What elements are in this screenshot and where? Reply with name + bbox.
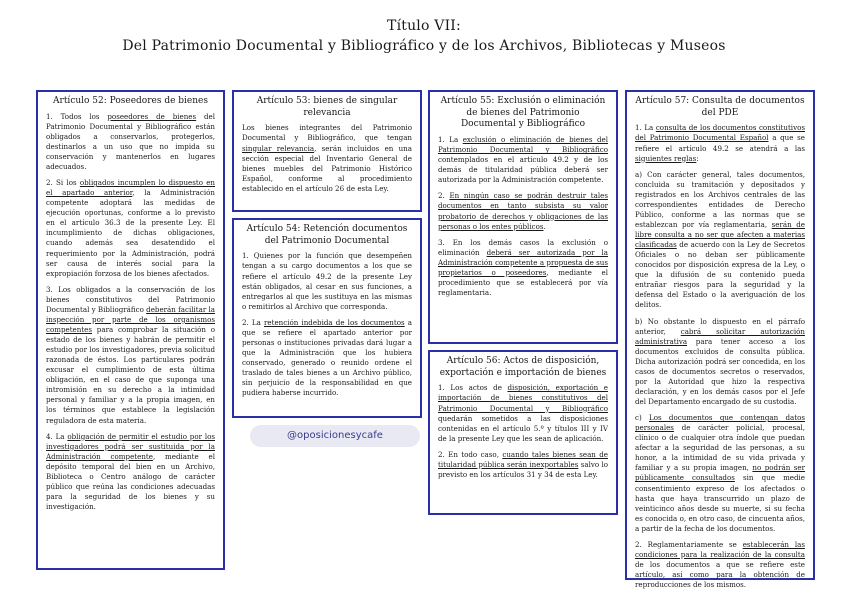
article-53-paragraph-1: Los bienes integrantes del Patrimonio Documental y Bibliográfico, que tengan singular relevancia, serán incluidos en una sección especial del Inventario General de bienes muebles del Patrimonio Histórico Español, conforme al procedimiento establecido en el artículo 26 de esta Ley. [242,123,412,193]
social-handle: @oposicionesycafe [250,425,420,447]
article-52-paragraph-4: 4. La obligación de permitir el estudio por los investigadores podrá ser sustituida por la Administración competente, mediante el depósito temporal del bien en un Archivo, Biblioteca o Centro análogo de carácter público que reúna las condiciones adecuadas para la seguridad de los bienes y su investigación. [46,431,215,511]
article-55-heading: Artículo 55: Exclusión o eliminación de bienes del Patrimonio Documental y Bibliográfico [440,96,606,130]
article-57-paragraph-a: a) Con carácter general, tales documentos, concluida su tramitación y depositados y registrados en los Archivos centrales de las correspondientes entidades de Derecho Público, conforme a las normas que se establezcan por vía reglamentaria, serán de libre consulta a no ser que afecten a materias clasificadas de acuerdo con la Ley de Secretos Oficiales o no deban ser públicamente conocidos por disposición expresa de la Ley, o que la difusión de su contenido pueda entrañar riesgos para la seguridad y la defensa del Estado o la averiguación de los delitos. [635,169,805,310]
article-56-paragraph-1: 1. Los actos de disposición, exportación e importación de bienes constitutivos del Patrimonio Documental y Bibliográfico quedarán sometidos a las disposiciones contenidas en el artículo 5.º y títulos III y IV de la presente Ley que les sean de aplicación. [438,383,608,443]
article-52-box [36,90,225,570]
article-56-heading: Artículo 56: Actos de disposición, exportación e importación de bienes [439,356,607,378]
article-55-box [428,90,618,344]
article-53-box [232,90,422,212]
article-52-heading: Artículo 52: Poseedores de bienes [53,96,208,106]
article-54-box [232,218,422,418]
article-57-paragraph-c: c) Los documentos que contengan datos personales de carácter policial, procesal, clínico o de cualquier otra índole que puedan afectar a la seguridad de las personas, a su honor, a la intimidad de su vida privada y familiar y a su propia imagen, no podrán ser públicamente consultados sin que medie consentimiento expreso de los afectados o hasta que haya transcurrido un plazo de veinticinco años desde su muerte, si su fecha es conocida o, en otro caso, de cincuenta años, a partir de la fecha de los documentos. [635,413,806,533]
article-55-paragraph-1: 1. La exclusión o eliminación de bienes del Patrimonio Documental y Bibliográfico contemplados en el artículo 49.2 y de los demás de titularidad pública deberá ser autorizada por la Administración competente. [438,135,609,185]
article-55-paragraph-3: 3. En los demás casos la exclusión o eliminación deberá ser autorizada por la Administración competente a propuesta de sus propietarios o poseedores, mediante el procedimiento que se establecerá por vía reglamentaria. [438,237,608,297]
article-57-heading: Artículo 57: Consulta de documentos del PDE [635,96,805,118]
article-57-paragraph-1: 1. La consulta de los documentos constitutivos del Patrimonio Documental Español a que se refiere el artículo 49.2 se atendrá a las siguientes reglas: [635,123,805,163]
article-52-paragraph-3: 3. Los obligados a la conservación de los bienes constitutivos del Patrimonio Documental y Bibliográfico deberán facilitar la inspección por parte de los organismos competentes para comprobar la situación o estado de los bienes y habrán de permitir el estudio por los investigadores, previa solicitud razonada de éstos. Los particulares podrán excusar el cumplimiento de esta última obligación, en el caso de que suponga una intromisión en su derecho a la intimidad personal y familiar y a la propia imagen, en los términos que establece la legislación reguladora de esta materia. [46,284,216,425]
article-57-paragraph-2: 2. Reglamentariamente se establecerán las condiciones para la realización de la consulta de los documentos a que se refiere este artículo, así como para la obtención de reproducciones de los mismos. [635,539,805,590]
article-54-paragraph-1: 1. Quienes por la función que desempeñen tengan a su cargo documentos a los que se refiere el artículo 49.2 de la presente Ley están obligados, al cesar en sus funciones, a entregarlos al que les sustituya en las mismas o remitirlos al Archivo que corresponda. [242,251,412,311]
article-53-heading: Artículo 53: bienes de singular relevancia [256,96,398,118]
title-line-1: Título VII: [387,18,461,34]
article-56-paragraph-2: 2. En todo caso, cuando tales bienes sean de titularidad pública serán inexportables salvo lo previsto en los artículos 31 y 34 de esta Ley. [438,449,608,479]
article-54-heading: Artículo 54: Retención documentos del Patrimonio Documental [246,224,408,246]
article-52-paragraph-2: 2. Si los obligados incumplen lo dispuesto en el apartado anterior, la Administración competente adoptará las medidas de ejecución oportunas, conforme a lo previsto en el artículo 36.3 de la presente Ley. El incumplimiento de dichas obligaciones, cuando además sea desatendido el requerimiento por la Administración, podrá ser causa de interés social para la expropiación forzosa de los bienes afectados. [46,178,216,278]
article-52-paragraph-1: 1. Todos los poseedores de bienes del Patrimonio Documental y Bibliográfico están obligados a conservarlos, protegerlos, destinarlos a un uso que no impida su conservación y mantenerlos en lugares adecuados. [46,111,215,171]
article-55-paragraph-2: 2. En ningún caso se podrán destruir tales documentos en tanto subsista su valor probatorio de derechos y obligaciones de las personas o los entes públicos. [438,191,608,231]
article-54-paragraph-2: 2. La retención indebida de los documentos a que se refiere el apartado anterior por personas o instituciones privadas dará lugar a que la Administración que los hubiera conservado, generado o reunido ordene el traslado de tales bienes a un Archivo público, sin perjuicio de la responsabilidad en que pudiera haberse incurrido. [242,317,413,398]
article-56-box [428,350,618,515]
article-57-box [625,90,815,590]
title-line-2: Del Patrimonio Documental y Bibliográfico y de los Archivos, Bibliotecas y Museos [122,38,726,54]
article-57-paragraph-b: b) No obstante lo dispuesto en el párrafo anterior, cabrá solicitar autorización administrativa para tener acceso a los documentos excluidos de consulta pública. Dicha autorización podrá ser concedida, en los casos de documentos secretos o reservados, por la Autoridad que hizo la respectiva declaración, y en los demás casos por el Jefe del Departamento encargado de su custodia. [635,316,805,406]
